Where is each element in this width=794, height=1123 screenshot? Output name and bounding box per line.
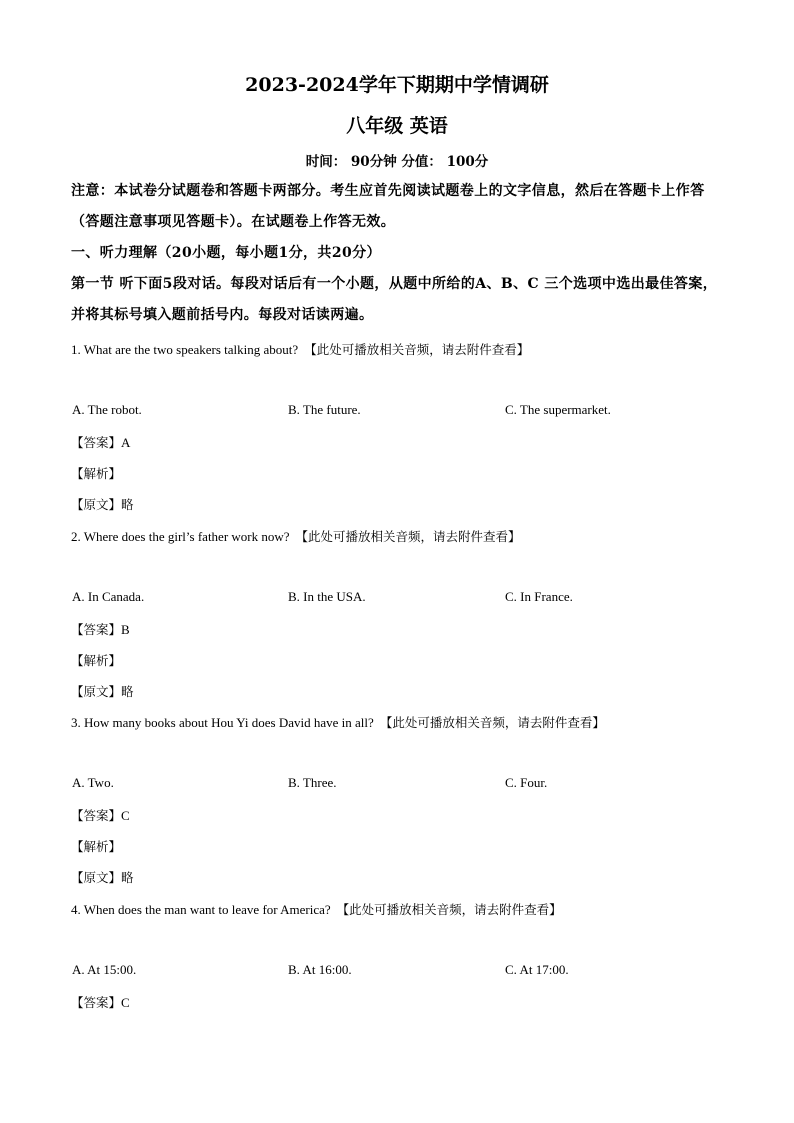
answer-value: C [121, 995, 130, 1010]
answer-value: C [121, 808, 130, 823]
analysis-label: 【解析】 [71, 653, 122, 668]
answer-line [71, 806, 130, 824]
question-text: 4. When does the man want to leave for America? [71, 902, 331, 917]
question-block [0, 713, 794, 913]
exam-title: 2023-2024学年下期期中学情调研 [245, 74, 549, 96]
answer-line [71, 993, 130, 1011]
option-c: C. Four. [505, 775, 548, 790]
audio-note: 【此处可播放相关音频，请去附件查看】 [295, 529, 521, 544]
question-text: 2. Where does the girl’s father work now? [71, 529, 290, 544]
answer-line [71, 620, 130, 638]
question-text: 1. What are the two speakers talking about? [71, 342, 299, 357]
exam-notice: 注意：本试卷分试题卷和答题卡两部分。考生应首先阅读试题卷上的文字信息，然后在答题卡上作答（答题注意事项见答题卡）。在试题卷上作答无效。 [71, 183, 705, 230]
analysis-label: 【解析】 [71, 466, 122, 481]
original-label: 【原文】 [71, 497, 122, 512]
answer-label: 【答案】 [71, 622, 122, 637]
option-a: A. At 15:00. [72, 962, 137, 977]
question-text: 3. How many books about Hou Yi does David have in all? [71, 715, 374, 730]
answer-value: A [121, 435, 131, 450]
question-block [0, 900, 794, 1100]
audio-note: 【此处可播放相关音频，请去附件查看】 [304, 342, 530, 357]
option-c: C. At 17:00. [505, 962, 569, 977]
answer-label: 【答案】 [71, 808, 122, 823]
part-instruction: 第一节 听下面5段对话。每段对话后有一个小题，从题中所给的A、B、C 三个选项中选出最佳答案，并将其标号填入题前括号内。每段对话读两遍。 [71, 276, 718, 323]
original-value: 略 [121, 870, 134, 885]
audio-note: 【此处可播放相关音频，请去附件查看】 [336, 902, 562, 917]
section-heading: 一、听力理解（20小题，每小题1分，共20分） [71, 245, 381, 261]
answer-label: 【答案】 [71, 995, 122, 1010]
original-label: 【原文】 [71, 870, 122, 885]
option-a: A. The robot. [72, 402, 142, 417]
original-line [71, 868, 134, 886]
option-b: B. At 16:00. [288, 962, 352, 977]
original-value: 略 [121, 684, 134, 699]
answer-value: B [121, 622, 130, 637]
original-label: 【原文】 [71, 684, 122, 699]
option-a: A. Two. [72, 775, 114, 790]
exam-time-info: 时间： 90分钟 分值： 100分 [305, 154, 489, 170]
question-block [0, 527, 794, 727]
original-value: 略 [121, 497, 134, 512]
original-line [71, 495, 134, 513]
question-line [71, 527, 521, 545]
option-c: C. In France. [505, 589, 573, 604]
option-c: C. The supermarket. [505, 402, 611, 417]
question-line [71, 340, 529, 358]
original-line [71, 682, 134, 700]
question-line [71, 713, 605, 731]
option-b: B. In the USA. [288, 589, 366, 604]
answer-label: 【答案】 [71, 435, 122, 450]
analysis-label: 【解析】 [71, 839, 122, 854]
answer-line [71, 433, 130, 451]
option-a: A. In Canada. [72, 589, 145, 604]
option-b: B. The future. [288, 402, 361, 417]
question-block [0, 340, 794, 540]
question-line [71, 900, 562, 918]
exam-subtitle: 八年级 英语 [346, 115, 448, 137]
option-b: B. Three. [288, 775, 337, 790]
audio-note: 【此处可播放相关音频，请去附件查看】 [379, 715, 605, 730]
